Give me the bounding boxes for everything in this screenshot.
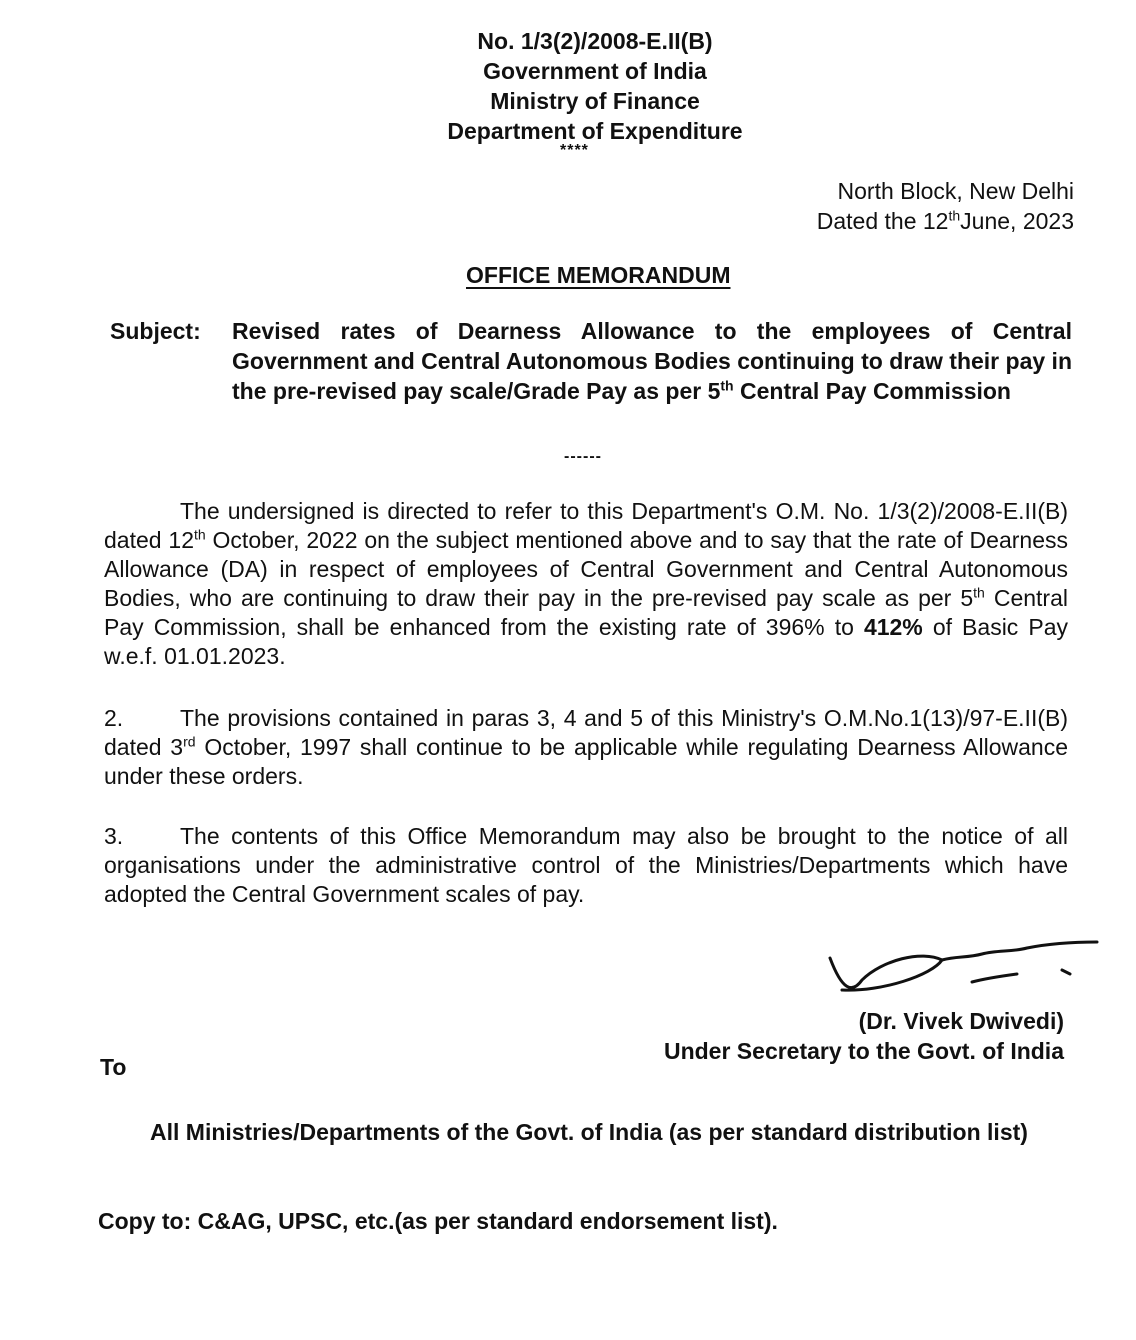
signatory-block <box>664 1006 1064 1066</box>
file-number: No. 1/3(2)/2008-E.II(B) <box>477 28 713 54</box>
handwritten-signature <box>822 930 1102 1005</box>
ministry-name: Ministry of Finance <box>490 88 700 114</box>
paragraph-2: 2. The provisions contained in paras 3, 4 and 5 of this Ministry's O.M.No.1(13)/97-E.II(B) dated 3rd October, 1997 shall continue to be applicable while regulating Dearness Allowance under these orders. <box>104 705 1068 789</box>
subject-text: Revised rates of Dearness Allowance to the employees of Central Government and Central Autonomous Bodies continuing to draw their pay in the pre-revised pay scale/Grade Pay as per 5th Central Pay Commission <box>232 318 1072 404</box>
government-name: Government of India <box>483 58 707 84</box>
subject-label: Subject: <box>110 318 201 344</box>
issuing-location: North Block, New Delhi <box>837 178 1074 204</box>
paragraph-3: 3. The contents of this Office Memorandum may also be brought to the notice of all organisations under the administrative control of the Ministries/Departments which have adopted the Central Government scales of pay. <box>104 823 1068 907</box>
new-da-rate: 412% <box>863 614 923 640</box>
copy-to-line: Copy to: C&AG, UPSC, etc.(as per standard endorsement list). <box>98 1208 778 1234</box>
date-day: 12th <box>922 207 961 234</box>
document-title: OFFICE MEMORANDUM <box>466 262 731 288</box>
header-separator-stars: **** <box>560 142 589 159</box>
signatory-designation: Under Secretary to the Govt. of India <box>663 1038 1064 1064</box>
place-and-date <box>817 176 1074 236</box>
signatory-name: (Dr. Vivek Dwivedi) <box>858 1008 1064 1034</box>
issue-date <box>817 206 1074 236</box>
subject-block <box>110 316 1072 406</box>
subject-separator: ------ <box>564 448 602 465</box>
recipients-list: All Ministries/Departments of the Govt. of India (as per standard distribution list) <box>150 1119 1028 1145</box>
department-name: Department of Expenditure <box>447 118 743 144</box>
to-label: To <box>100 1054 127 1080</box>
paragraph-1: The undersigned is directed to refer to this Department's O.M. No. 1/3(2)/2008-E.II(B) dated 12th October, 2022 on the subject mentioned above and to say that the rate of Dearness Allowance (DA) in respect of employees of Central Government and Central Autonomous Bodies, who are continuing to draw their pay in the pre-revised pay scale as per 5th Central Pay Commission, shall be enhanced from the existing rate of 396% to 412% of Basic Pay w.e.f. 01.01.2023. <box>104 498 1068 669</box>
date-month-year: June, 2023 <box>960 208 1074 234</box>
date-prefix: Dated the <box>816 208 917 234</box>
